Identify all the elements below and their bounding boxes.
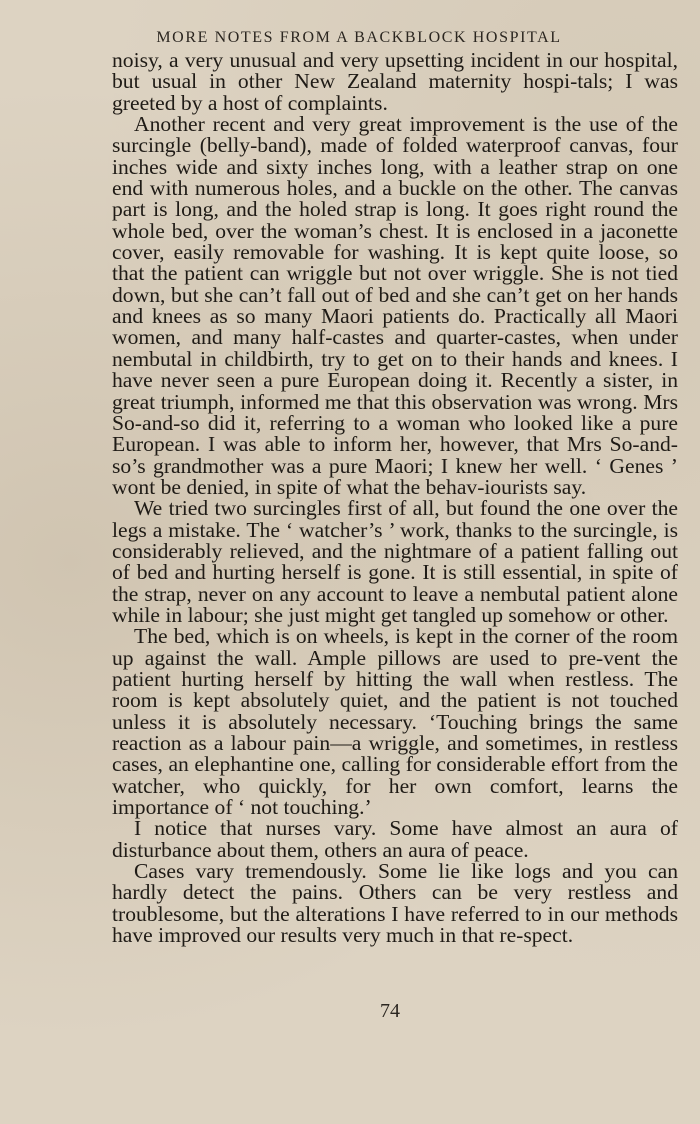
paragraph-1: noisy, a very unusual and very upsetting incident in our hospital, but usual in other New Zealand maternity hospi-tals; I was greeted by a host of complaints.: [112, 48, 678, 115]
paragraph-2: Another recent and very great improvement is the use of the surcingle (belly-band), made of folded waterproof canvas, four inches wide and sixty inches long, with a leather strap on one end with numerous holes, and a buckle on the other. The canvas part is long, and the holed strap is long. It goes right round the whole bed, over the woman’s chest. It is enclosed in a jaconette cover, easily removable for washing. It is kept quite loose, so that the patient can wriggle but not over wriggle. She is not tied down, but she can’t fall out of bed and she can’t get on her hands and knees as so many Maori patients do. Practically all Maori women, and many half-castes and quarter-castes, when under nembutal in childbirth, try to get on to their hands and knees. I have never seen a pure European doing it. Recently a sister, in great triumph, informed me that this observation was wrong. Mrs So-and-so did it, referring to a woman who looked like a pure European. I was able to inform her, however, that Mrs So-and-so’s grandmother was a pure Maori; I knew her well. ‘ Genes ’ wont be denied, in spite of what the behav-iourists say.: [112, 112, 678, 499]
paragraph-3: We tried two surcingles first of all, but found the one over the legs a mistake. The ‘ watcher’s ’ work, thanks to the surcingle, is considerably relieved, and the nightmare of a patient falling out of bed and hurting herself is gone. It is still essential, in spite of the strap, never on any account to leave a nembutal patient alone while in labour; she just might get tangled up somehow or other.: [112, 496, 678, 627]
paragraph-4: The bed, which is on wheels, is kept in the corner of the room up against the wall. Ample pillows are used to pre-vent the patient hurting herself by hitting the wall when restless. The room is kept absolutely quiet, and the patient is not touched unless it is absolutely necessary. ‘Touching brings the same reaction as a labour pain—a wriggle, and sometimes, in restless cases, an elephantine one, calling for considerable effort from the watcher, who quickly, for her own comfort, learns the importance of ‘ not touching.’: [112, 624, 678, 820]
page-number: 74: [380, 1000, 400, 1022]
paragraph-6: Cases vary tremendously. Some lie like logs and you can hardly detect the pains. Others can be very restless and troublesome, but the alterations I have referred to in our methods have improved our results very much in that re-spect.: [112, 859, 678, 948]
running-head: MORE NOTES FROM A BACKBLOCK HOSPITAL: [156, 29, 562, 46]
paragraph-5: I notice that nurses vary. Some have almost an aura of disturbance about them, others an aura of peace.: [112, 816, 678, 862]
body-text: [112, 50, 678, 946]
